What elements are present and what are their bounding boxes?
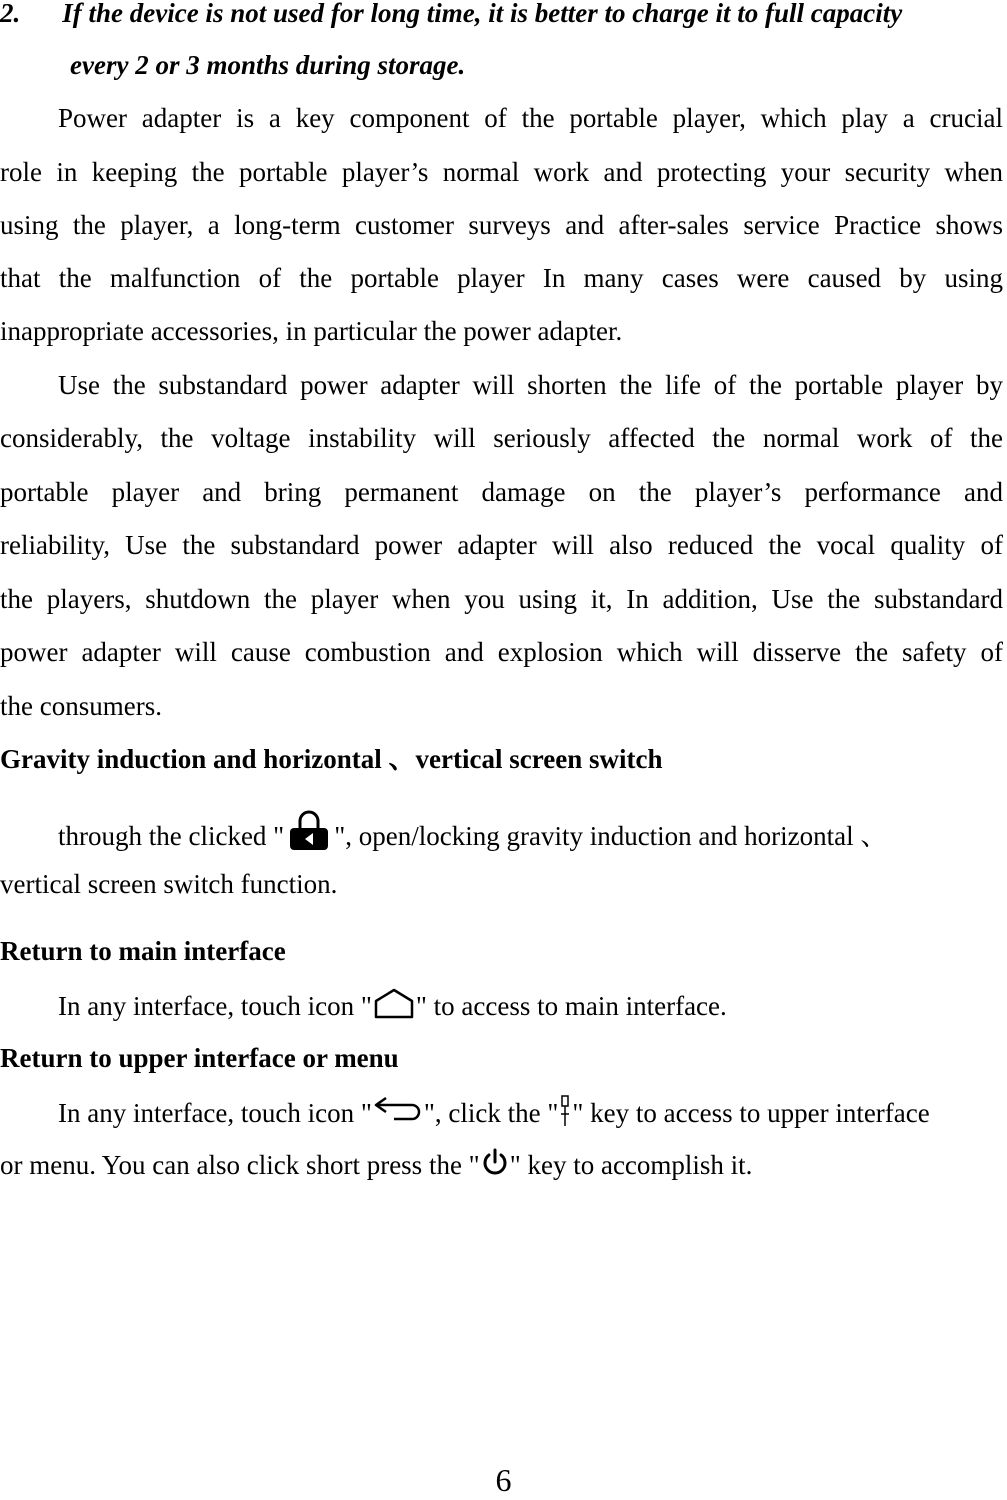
return-upper-text-after: " key to access to upper interface — [572, 1098, 930, 1128]
rotation-lock-icon — [284, 809, 334, 857]
para1-line: role in keeping the portable player’s normal work and protecting your security when — [0, 157, 1003, 187]
return-upper-text-mid: ", click the " — [423, 1098, 559, 1128]
page-number: 6 — [495, 1462, 512, 1498]
gravity-text-before: through the clicked " — [58, 821, 285, 851]
gravity-text-after: ", open/locking gravity induction and horizontal 、 — [334, 821, 888, 851]
para2-line: Use the substandard power adapter will shorten the life of the portable player by — [58, 370, 1003, 400]
para1-line: Power adapter is a key component of the portable player, which play a crucial — [58, 103, 1003, 133]
return-main-heading: Return to main interface — [0, 936, 286, 966]
side-key-icon — [558, 1094, 572, 1134]
gravity-line-1 — [58, 809, 1007, 857]
note-number: 2. — [0, 0, 21, 28]
para2-line: power adapter will cause combustion and explosion which will disserve the safety of — [0, 637, 1003, 667]
para2-line: reliability, Use the substandard power adapter will also reduced the vocal quality of — [0, 530, 1003, 560]
gravity-line-2: vertical screen switch function. — [0, 869, 338, 899]
para2-line: the players, shutdown the player when you using it, In addition, Use the substandard — [0, 584, 1003, 614]
back-arrow-icon — [372, 1094, 424, 1134]
home-icon — [372, 987, 416, 1027]
return-main-line — [58, 987, 1007, 1027]
return-main-text-before: In any interface, touch icon " — [58, 991, 372, 1021]
note-line-1 — [0, 0, 1007, 30]
note-text-1: If the device is not used for long time, it is better to charge it to full capacity — [62, 0, 903, 28]
note-line-2: every 2 or 3 months during storage. — [70, 50, 466, 80]
para1-line: that the malfunction of the portable player In many cases were caused by using — [0, 263, 1003, 293]
power-icon — [480, 1148, 510, 1186]
return-upper-heading: Return to upper interface or menu — [0, 1043, 399, 1073]
return-upper-line2-after: " key to accomplish it. — [509, 1150, 753, 1180]
para2-line: the consumers. — [0, 691, 162, 721]
return-upper-line-2 — [0, 1148, 1007, 1186]
gravity-heading: Gravity induction and horizontal 、vertical screen switch — [0, 744, 663, 774]
return-upper-line2-before: or menu. You can also click short press the " — [0, 1150, 480, 1180]
return-main-text-after: " to access to main interface. — [415, 991, 727, 1021]
para2-line: portable player and bring permanent damage on the player’s performance and — [0, 477, 1003, 507]
return-upper-text-before: In any interface, touch icon " — [58, 1098, 372, 1128]
return-upper-line-1 — [58, 1094, 1003, 1134]
para1-line: inappropriate accessories, in particular the power adapter. — [0, 316, 623, 346]
para2-line: considerably, the voltage instability will seriously affected the normal work of the — [0, 423, 1003, 453]
para1-line: using the player, a long-term customer surveys and after-sales service Practice shows — [0, 210, 1003, 240]
